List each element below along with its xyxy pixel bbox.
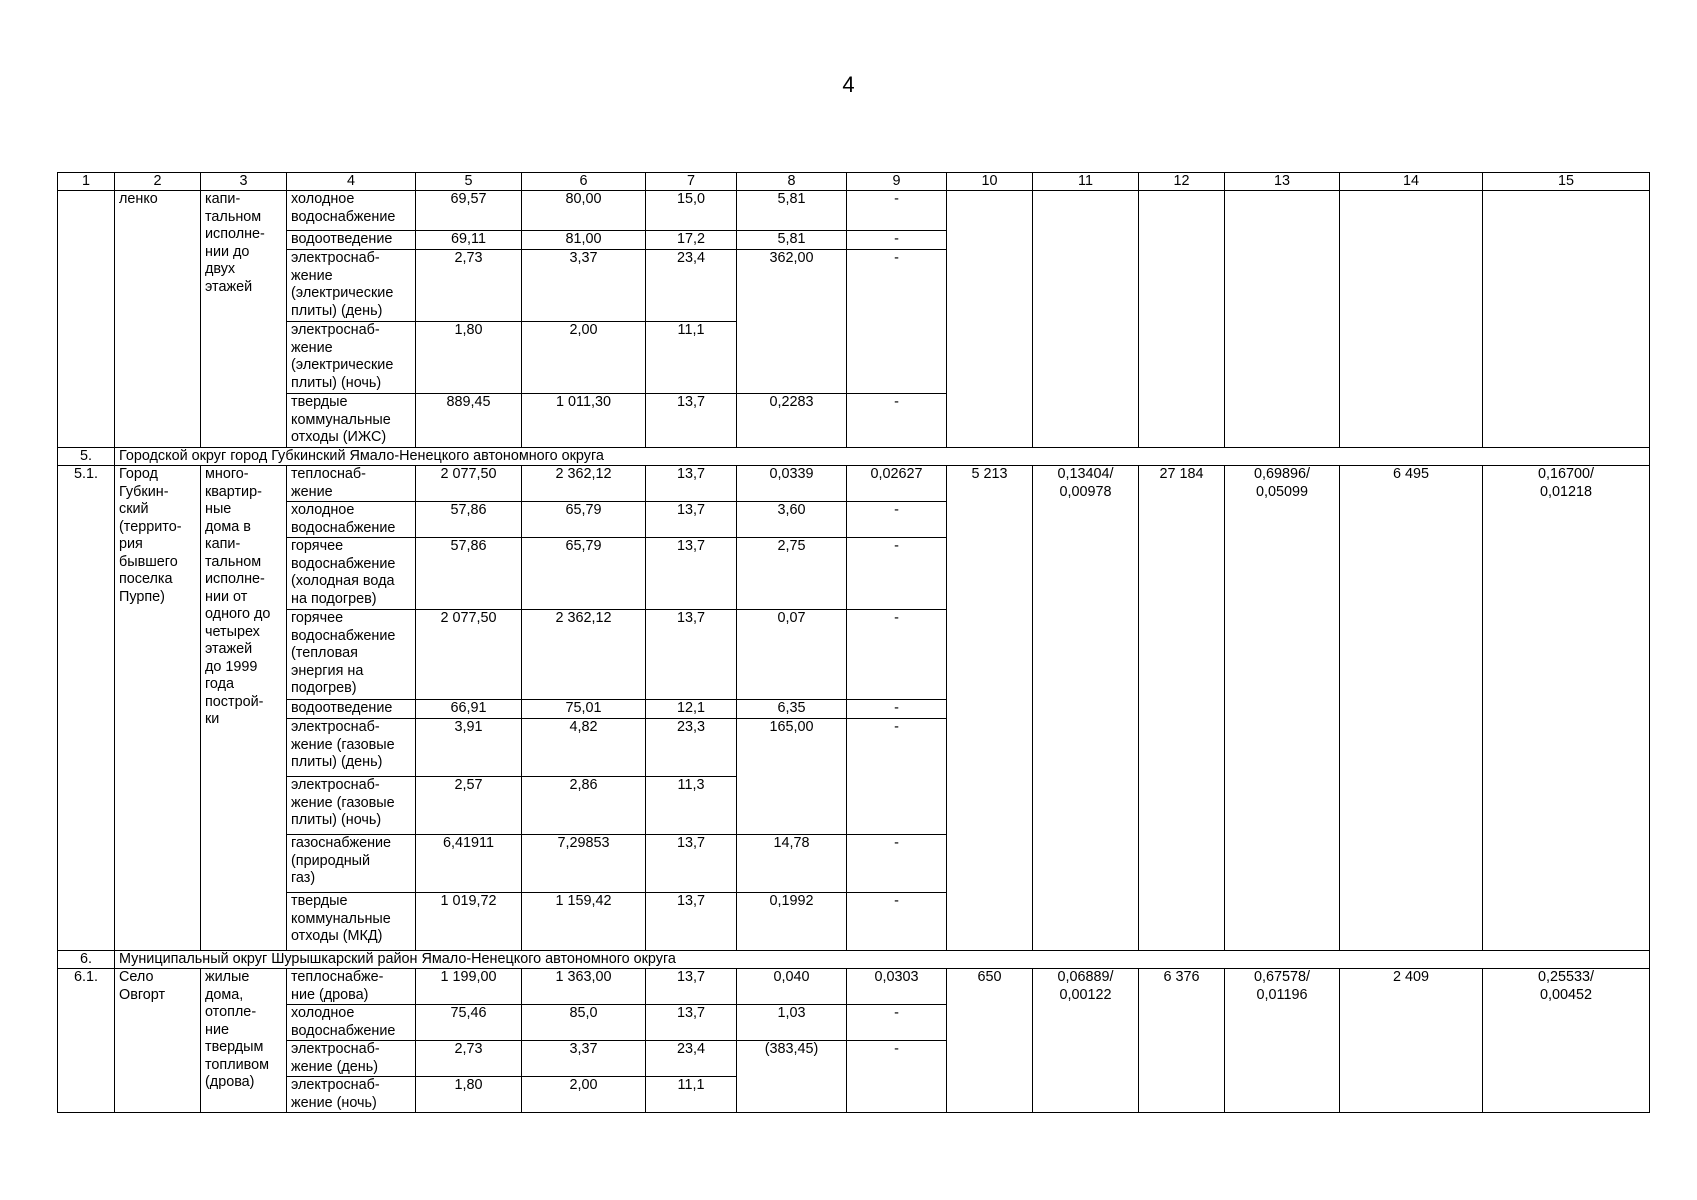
value-cell-10: [947, 191, 1033, 448]
value-cell-11: 0,06889/ 0,00122: [1033, 969, 1139, 1113]
value-cell-12: 27 184: [1139, 466, 1225, 951]
value-cell-5: 57,86: [416, 502, 522, 538]
service-name-cell: холодное водоснабжение: [287, 191, 416, 231]
value-cell-11: 0,13404/ 0,00978: [1033, 466, 1139, 951]
value-cell-8: (383,45): [737, 1041, 847, 1113]
value-cell-10: 5 213: [947, 466, 1033, 951]
value-cell-8: 5,81: [737, 191, 847, 231]
value-cell-7: 13,7: [646, 1005, 737, 1041]
block-6-1: [58, 969, 1650, 1113]
value-cell-5: 2,73: [416, 250, 522, 322]
service-name-cell: холодное водоснабжение: [287, 502, 416, 538]
header-cell: 10: [947, 173, 1033, 191]
section-number: 6.: [58, 951, 115, 969]
value-cell-10: 650: [947, 969, 1033, 1113]
value-cell-6: 3,37: [522, 250, 646, 322]
value-cell-14: [1340, 191, 1483, 448]
value-cell-5: 57,86: [416, 538, 522, 610]
service-name-cell: электроснаб- жение (газовые плиты) (ночь): [287, 777, 416, 835]
value-cell-6: 1 159,42: [522, 893, 646, 951]
value-cell-9: 0,02627: [847, 466, 947, 502]
row-number-cell: [58, 191, 115, 448]
service-name-cell: холодное водоснабжение: [287, 1005, 416, 1041]
table-row: [58, 969, 1650, 1005]
value-cell-7: 15,0: [646, 191, 737, 231]
housing-type-cell: жилые дома, отопле- ние твердым топливом (дрова): [201, 969, 287, 1113]
header-cell: 2: [115, 173, 201, 191]
service-name-cell: электроснаб- жение (электрические плиты) (день): [287, 250, 416, 322]
value-cell-7: 13,7: [646, 394, 737, 448]
value-cell-6: 85,0: [522, 1005, 646, 1041]
value-cell-8: 14,78: [737, 835, 847, 893]
value-cell-7: 23,4: [646, 1041, 737, 1077]
service-name-cell: водоотведение: [287, 700, 416, 719]
service-name-cell: горячее водоснабжение (тепловая энергия на подогрев): [287, 610, 416, 700]
value-cell-12: [1139, 191, 1225, 448]
header-cell: 15: [1483, 173, 1650, 191]
service-name-cell: теплоснабже- ние (дрова): [287, 969, 416, 1005]
service-name-cell: электроснаб- жение (день): [287, 1041, 416, 1077]
value-cell-7: 12,1: [646, 700, 737, 719]
row-number-cell: 6.1.: [58, 969, 115, 1113]
value-cell-5: 2 077,50: [416, 466, 522, 502]
value-cell-6: 65,79: [522, 538, 646, 610]
section-row-6: [58, 951, 1650, 969]
value-cell-8: 5,81: [737, 231, 847, 250]
locality-cell: Село Овгорт: [115, 969, 201, 1113]
value-cell-5: 2,73: [416, 1041, 522, 1077]
value-cell-9: -: [847, 231, 947, 250]
header-cell: 8: [737, 173, 847, 191]
value-cell-5: 1,80: [416, 322, 522, 394]
value-cell-15: 0,25533/ 0,00452: [1483, 969, 1650, 1113]
value-cell-7: 11,1: [646, 322, 737, 394]
service-name-cell: водоотведение: [287, 231, 416, 250]
value-cell-5: 1,80: [416, 1077, 522, 1113]
value-cell-7: 13,7: [646, 969, 737, 1005]
value-cell-5: 66,91: [416, 700, 522, 719]
locality-cell: ленко: [115, 191, 201, 448]
value-cell-5: 1 199,00: [416, 969, 522, 1005]
value-cell-6: 2,00: [522, 322, 646, 394]
value-cell-11: [1033, 191, 1139, 448]
value-cell-8: 0,07: [737, 610, 847, 700]
value-cell-7: 11,1: [646, 1077, 737, 1113]
value-cell-9: -: [847, 394, 947, 448]
service-name-cell: теплоснаб- жение: [287, 466, 416, 502]
value-cell-5: 69,11: [416, 231, 522, 250]
value-cell-14: 6 495: [1340, 466, 1483, 951]
value-cell-14: 2 409: [1340, 969, 1483, 1113]
value-cell-6: 2,86: [522, 777, 646, 835]
value-cell-8: 0,1992: [737, 893, 847, 951]
header-cell: 12: [1139, 173, 1225, 191]
value-cell-8: 362,00: [737, 250, 847, 394]
header-cell: 5: [416, 173, 522, 191]
tariff-table: [57, 172, 1650, 1113]
value-cell-13: [1225, 191, 1340, 448]
value-cell-9: -: [847, 893, 947, 951]
service-name-cell: газоснабжение (природный газ): [287, 835, 416, 893]
housing-type-cell: много- квартир- ные дома в капи- тальном исполне- нии от одного до четырех этажей до 1999 года построй- ки: [201, 466, 287, 951]
value-cell-9: -: [847, 502, 947, 538]
header-cell: 7: [646, 173, 737, 191]
value-cell-5: 2,57: [416, 777, 522, 835]
value-cell-13: 0,69896/ 0,05099: [1225, 466, 1340, 951]
value-cell-7: 13,7: [646, 466, 737, 502]
value-cell-5: 75,46: [416, 1005, 522, 1041]
service-name-cell: электроснаб- жение (электрические плиты) (ночь): [287, 322, 416, 394]
header-row: [58, 173, 1650, 191]
value-cell-6: 80,00: [522, 191, 646, 231]
value-cell-5: 2 077,50: [416, 610, 522, 700]
value-cell-9: -: [847, 191, 947, 231]
value-cell-6: 4,82: [522, 719, 646, 777]
header-cell: 6: [522, 173, 646, 191]
value-cell-8: 0,040: [737, 969, 847, 1005]
value-cell-6: 3,37: [522, 1041, 646, 1077]
value-cell-5: 3,91: [416, 719, 522, 777]
value-cell-7: 23,4: [646, 250, 737, 322]
value-cell-5: 889,45: [416, 394, 522, 448]
value-cell-8: 3,60: [737, 502, 847, 538]
service-name-cell: горячее водоснабжение (холодная вода на подогрев): [287, 538, 416, 610]
value-cell-6: 2 362,12: [522, 610, 646, 700]
value-cell-6: 1 363,00: [522, 969, 646, 1005]
value-cell-6: 2 362,12: [522, 466, 646, 502]
service-name-cell: твердые коммунальные отходы (МКД): [287, 893, 416, 951]
value-cell-7: 13,7: [646, 502, 737, 538]
section-row-5: [58, 448, 1650, 466]
value-cell-9: 0,0303: [847, 969, 947, 1005]
service-name-cell: твердые коммунальные отходы (ИЖС): [287, 394, 416, 448]
section-number: 5.: [58, 448, 115, 466]
value-cell-12: 6 376: [1139, 969, 1225, 1113]
value-cell-6: 7,29853: [522, 835, 646, 893]
value-cell-7: 13,7: [646, 893, 737, 951]
value-cell-8: 165,00: [737, 719, 847, 835]
table-row: [58, 466, 1650, 502]
value-cell-13: 0,67578/ 0,01196: [1225, 969, 1340, 1113]
section-title: Муниципальный округ Шурышкарский район Ямало-Ненецкого автономного округа: [115, 951, 1650, 969]
housing-type-cell: капи- тальном исполне- нии до двух этажей: [201, 191, 287, 448]
value-cell-6: 2,00: [522, 1077, 646, 1113]
value-cell-5: 6,41911: [416, 835, 522, 893]
value-cell-7: 13,7: [646, 610, 737, 700]
header-cell: 11: [1033, 173, 1139, 191]
table-row: [58, 191, 1650, 231]
value-cell-9: -: [847, 719, 947, 835]
header-cell: 13: [1225, 173, 1340, 191]
value-cell-7: 13,7: [646, 538, 737, 610]
header-cell: 1: [58, 173, 115, 191]
value-cell-5: 69,57: [416, 191, 522, 231]
value-cell-15: [1483, 191, 1650, 448]
value-cell-9: -: [847, 700, 947, 719]
value-cell-7: 13,7: [646, 835, 737, 893]
header-cell: 4: [287, 173, 416, 191]
value-cell-8: 0,2283: [737, 394, 847, 448]
block-5-1: [58, 466, 1650, 951]
locality-cell: Город Губкин- ский (террито- рия бывшего поселка Пурпе): [115, 466, 201, 951]
header-cell: 9: [847, 173, 947, 191]
value-cell-8: 1,03: [737, 1005, 847, 1041]
value-cell-9: -: [847, 610, 947, 700]
value-cell-6: 1 011,30: [522, 394, 646, 448]
row-number-cell: 5.1.: [58, 466, 115, 951]
section-title: Городской округ город Губкинский Ямало-Ненецкого автономного округа: [115, 448, 1650, 466]
value-cell-7: 23,3: [646, 719, 737, 777]
value-cell-8: 0,0339: [737, 466, 847, 502]
value-cell-6: 75,01: [522, 700, 646, 719]
header-cell: 14: [1340, 173, 1483, 191]
value-cell-9: -: [847, 538, 947, 610]
value-cell-5: 1 019,72: [416, 893, 522, 951]
value-cell-15: 0,16700/ 0,01218: [1483, 466, 1650, 951]
value-cell-9: -: [847, 835, 947, 893]
value-cell-7: 11,3: [646, 777, 737, 835]
service-name-cell: электроснаб- жение (ночь): [287, 1077, 416, 1113]
value-cell-6: 81,00: [522, 231, 646, 250]
page-number: 4: [842, 72, 855, 97]
value-cell-9: -: [847, 1005, 947, 1041]
value-cell-7: 17,2: [646, 231, 737, 250]
block-4-continued: [58, 191, 1650, 448]
value-cell-9: -: [847, 1041, 947, 1113]
service-name-cell: электроснаб- жение (газовые плиты) (день): [287, 719, 416, 777]
value-cell-6: 65,79: [522, 502, 646, 538]
value-cell-8: 2,75: [737, 538, 847, 610]
value-cell-9: -: [847, 250, 947, 394]
header-cell: 3: [201, 173, 287, 191]
value-cell-8: 6,35: [737, 700, 847, 719]
